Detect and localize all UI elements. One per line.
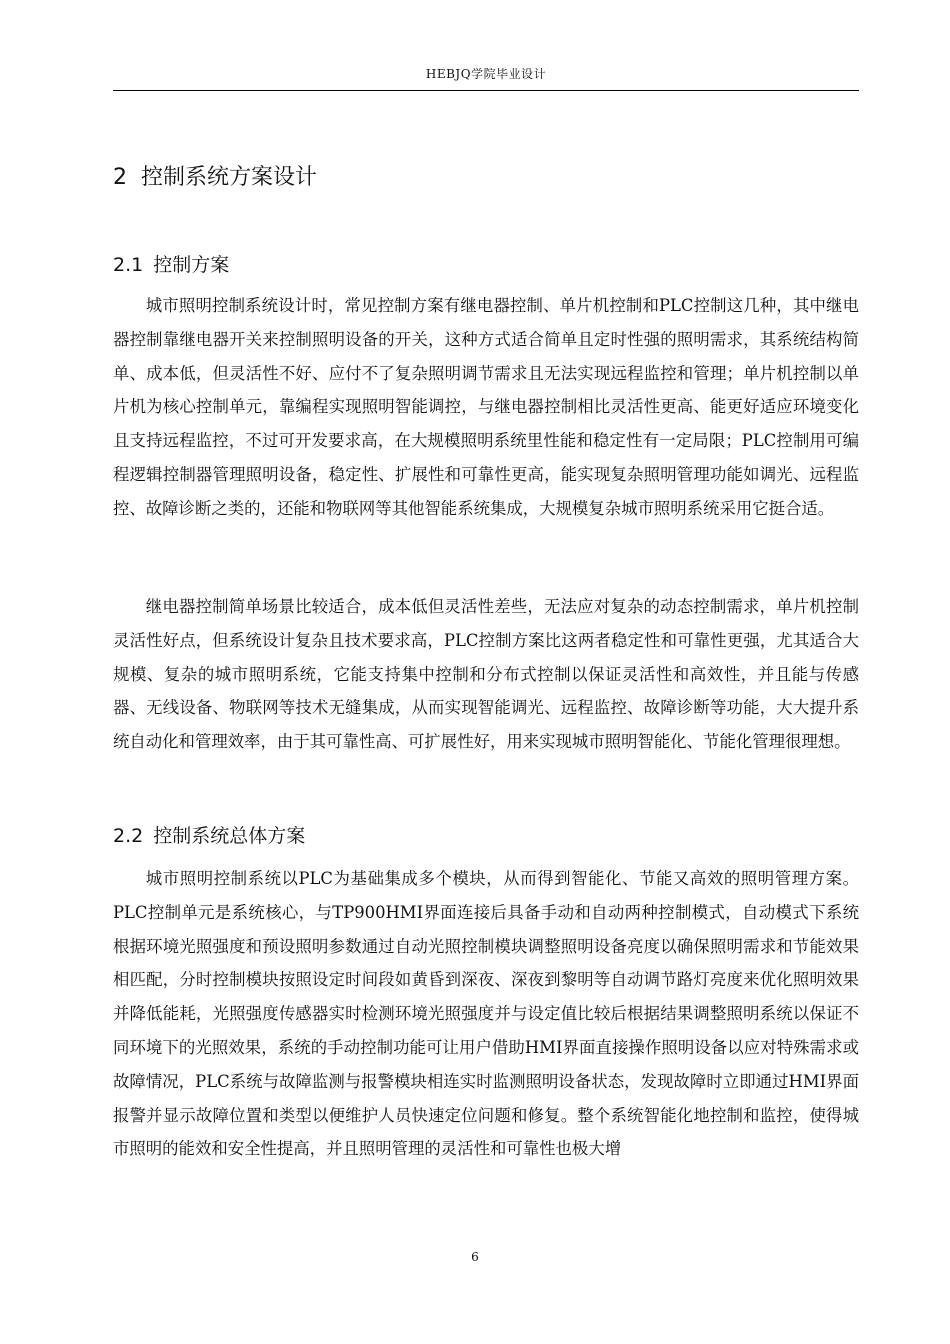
section-title-text: 控制系统总体方案 [153, 825, 306, 847]
section-number: 2.1 [113, 254, 144, 276]
header-title: HEBJQ学院毕业设计 [425, 67, 547, 81]
chapter-title [113, 160, 317, 196]
section-title-text: 控制方案 [153, 254, 230, 276]
section-title-2-1 [113, 250, 229, 280]
page-header [113, 64, 859, 91]
body-paragraph: 继电器控制简单场景比较适合，成本低但灵活性差些，无法应对复杂的动态控制需求，单片机控制灵活性好点，但系统设计复杂且技术要求高，PLC控制方案比这两者稳定性和可靠性更强，尤其适合大规模、复杂的城市照明系统，它能支持集中控制和分布式控制以保证灵活性和高效性，并且能与传感器、无线设备、物联网等技术无缝集成，从而实现智能调光、远程监控、故障诊断等功能，大大提升系统自动化和管理效率，由于其可靠性高、可扩展性好，用来实现城市照明智能化、节能化管理很理想。 [113, 597, 859, 752]
body-paragraph: 城市照明控制系统以PLC为基础集成多个模块，从而得到智能化、节能又高效的照明管理方案。PLC控制单元是系统核心，与TP900HMI界面连接后具备手动和自动两种控制模式，自动模式下系统根据环境光照强度和预设照明参数通过自动光照控制模块调整照明设备亮度以确保照明需求和节能效果相匹配，分时控制模块按照设定时间段如黄昏到深夜、深夜到黎明等自动调节路灯亮度来优化照明效果并降低能耗，光照强度传感器实时检测环境光照强度并与设定值比较后根据结果调整照明系统以保证不同环境下的光照效果，系统的手动控制功能可让用户借助HMI界面直接操作照明设备以应对特殊需求或故障情况，PLC系统与故障监测与报警模块相连实时监测照明设备状态，发现故障时立即通过HMI界面报警并显示故障位置和类型以便维护人员快速定位问题和修复。整个系统智能化地控制和监控，使得城市照明的能效和安全性提高，并且照明管理的灵活性和可靠性也极大增 [113, 869, 859, 1159]
section-title-2-2 [113, 821, 305, 851]
page-number: 6 [471, 1250, 479, 1264]
chapter-title-text: 控制系统方案设计 [141, 165, 318, 190]
section-number: 2.2 [113, 825, 144, 847]
body-paragraph: 城市照明控制系统设计时，常见控制方案有继电器控制、单片机控制和PLC控制这几种，其中继电器控制靠继电器开关来控制照明设备的开关，这种方式适合简单且定时性强的照明需求，其系统结构简单、成本低，但灵活性不好、应付不了复杂照明调节需求且无法实现远程监控和管理；单片机控制以单片机为核心控制单元，靠编程实现照明智能调控，与继电器控制相比灵活性更高、能更好适应环境变化且支持远程监控，不过可开发要求高，在大规模照明系统里性能和稳定性有一定局限；PLC控制用可编程逻辑控制器管理照明设备，稳定性、扩展性和可靠性更高，能实现复杂照明管理功能如调光、远程监控、故障诊断之类的，还能和物联网等其他智能系统集成，大规模复杂城市照明系统采用它挺合适。 [113, 296, 859, 518]
chapter-number: 2 [113, 165, 127, 190]
